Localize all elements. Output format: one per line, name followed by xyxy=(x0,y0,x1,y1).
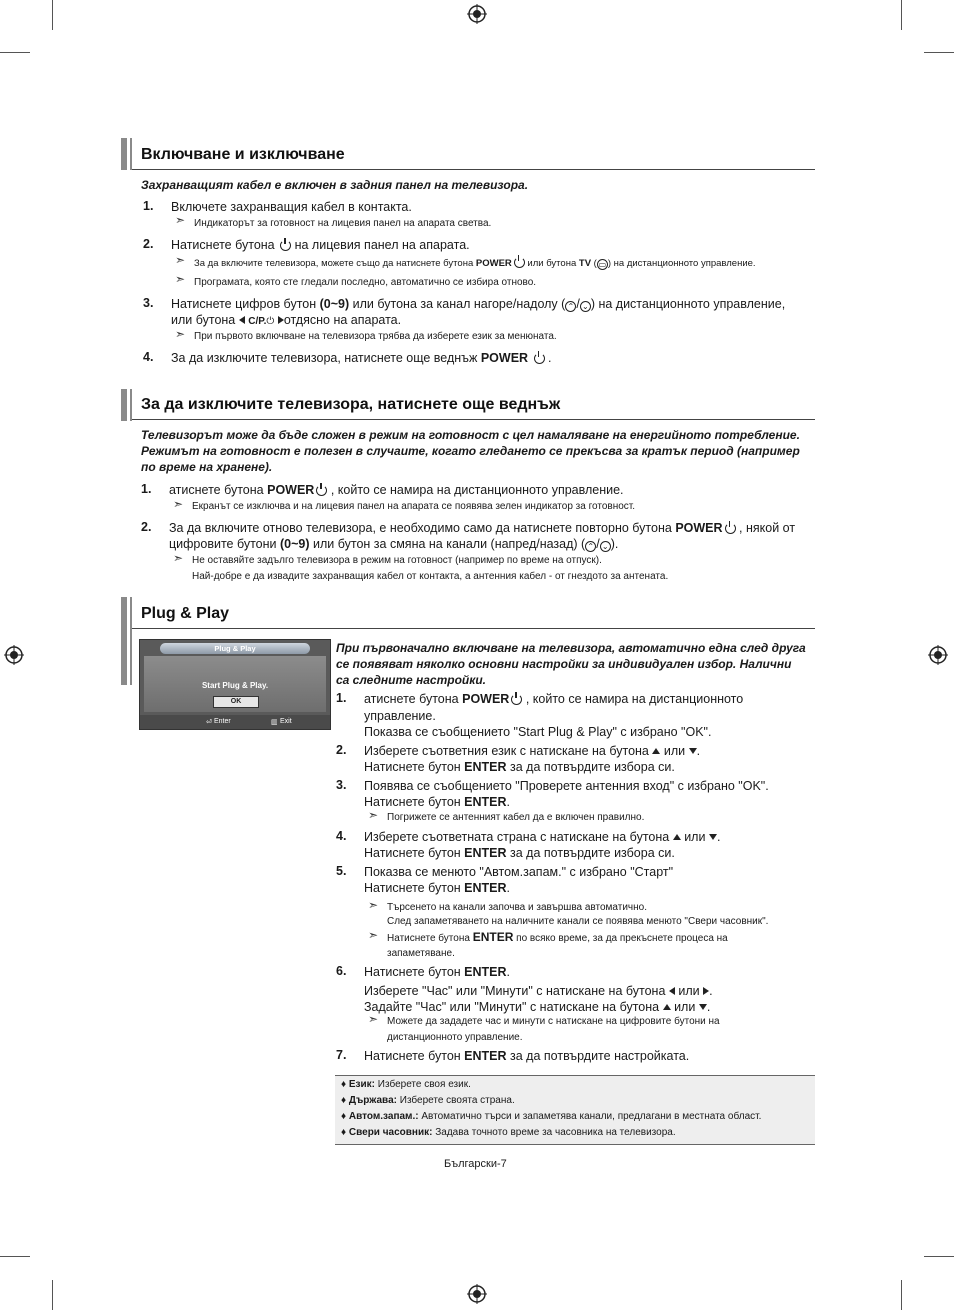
step-number: 3. xyxy=(336,778,347,792)
osd-title: Plug & Play xyxy=(160,643,310,654)
note-text: Натиснете бутона ENTER по всяко време, за да прекъснете процеса на xyxy=(387,930,728,944)
section-divider xyxy=(132,628,815,629)
step-text: Натиснете бутон ENTER. xyxy=(364,795,511,809)
page-number: Български-7 xyxy=(444,1158,507,1170)
step-text: или бутона C/P.⏻ отдясно на апарата. xyxy=(171,313,402,327)
arrow-up-icon xyxy=(673,834,681,840)
step-number: 1. xyxy=(141,482,152,496)
note-text: Екранът се изключва и на лицевия панел на апарата се появява зелен индикатор за готовност. xyxy=(192,501,636,512)
note-text: Най-добре е да извадите захранващия кабел от контакта, а антенния кабел - от гнездото за антената. xyxy=(192,571,669,582)
section-title: За да изключите телевизора, натиснете още веднъж xyxy=(141,396,561,413)
note-arrow-icon: ➣ xyxy=(173,551,184,565)
note-arrow-icon: ➣ xyxy=(175,253,186,267)
power-icon: ⏻ xyxy=(266,316,275,327)
note-arrow-icon: ➣ xyxy=(368,1012,379,1026)
tv-icon: ▭ xyxy=(598,260,607,269)
step-number: 5. xyxy=(336,864,347,878)
step-text xyxy=(171,237,470,253)
note-text: За да включите телевизора, можете също да натиснете бутона POWER или бутона TV ( ▭ ) на дистанционното управление. xyxy=(194,258,756,269)
bullet-icon: ♦ xyxy=(341,1111,347,1122)
note-arrow-icon: ➣ xyxy=(368,928,379,942)
step-text: Включете захранващия кабел в контакта. xyxy=(171,200,412,214)
note-text: Индикаторът за готовност на лицевия панел на апарата светва. xyxy=(194,218,492,229)
power-icon xyxy=(725,523,736,534)
section-intro: Захранващият кабел е включен в задния панел на телевизора. xyxy=(141,178,529,192)
note-text: Не оставяйте задълго телевизора в режим на готовност (например по време на отпуск). xyxy=(192,555,602,566)
step-text: Натиснете цифров бутон (0~9) или бутона за канал нагоре/надолу ( ⌃ / ⌄ ) на дистанционното управление, xyxy=(171,297,786,311)
summary-item: ♦ Държава: Изберете своята страна. xyxy=(341,1095,515,1106)
note-text: запаметяване. xyxy=(387,948,455,959)
crop-mark xyxy=(52,0,53,30)
channel-up-icon: ⌃ xyxy=(585,541,596,552)
power-icon xyxy=(280,240,291,251)
osd-body xyxy=(144,656,326,712)
step-text: Натиснете бутон ENTER за да потвърдите избора си. xyxy=(364,846,675,860)
registration-mark-icon xyxy=(928,645,948,665)
step-text: Натиснете бутон ENTER за да потвърдите настройката. xyxy=(364,1049,690,1063)
channel-down-icon: ⌄ xyxy=(580,301,591,312)
section-title: Plug & Play xyxy=(141,605,230,622)
section-title: Включване и изключване xyxy=(141,146,345,163)
section-divider xyxy=(132,169,815,170)
note-text: Можете да зададете час и минути с натискане на цифровите бутони на xyxy=(387,1016,720,1027)
section-bar xyxy=(121,597,132,685)
note-text: дистанционното управление. xyxy=(387,1032,523,1043)
step-number: 4. xyxy=(143,350,154,364)
bullet-icon: ♦ xyxy=(341,1079,347,1090)
step-text-a: Натиснете бутона xyxy=(171,238,275,252)
step-text: Натиснете бутон ENTER. xyxy=(364,965,511,979)
step-number: 2. xyxy=(141,520,152,534)
step-text: Появява се съобщението "Проверете антенния вход" с избрано "OK". xyxy=(364,779,769,793)
summary-item: ♦ Език: Изберете своя език. xyxy=(341,1079,471,1090)
step-text: Изберете съответния език с натискане на бутона или . xyxy=(364,744,701,758)
note-text: Търсенето на канали започва и завършва автоматично. xyxy=(387,902,647,913)
note-text: Програмата, която сте гледали последно, автоматично се избира отново. xyxy=(194,277,537,288)
power-icon xyxy=(514,257,525,268)
summary-item: ♦ Свери часовник: Задава точното време за часовника на телевизора. xyxy=(341,1127,676,1138)
step-number: 2. xyxy=(336,743,347,757)
arrow-down-icon xyxy=(689,748,697,754)
step-number: 2. xyxy=(143,237,154,251)
step-number: 3. xyxy=(143,296,154,310)
channel-down-icon: ⌄ xyxy=(600,541,611,552)
osd-footer xyxy=(140,715,330,729)
osd-screen xyxy=(139,639,331,730)
note-arrow-icon: ➣ xyxy=(175,213,186,227)
enter-icon: ⏎ xyxy=(206,719,212,726)
crop-mark xyxy=(0,52,30,53)
step-number: 1. xyxy=(143,199,154,213)
step-text: Показва се съобщението "Start Plug & Play" с избрано "OK". xyxy=(364,725,712,739)
crop-mark xyxy=(901,1280,902,1310)
summary-item: ♦ Автом.запам.: Автоматично търси и запаметява канали, предлагани в местната област. xyxy=(341,1111,762,1122)
crop-mark xyxy=(901,0,902,30)
section-intro: Телевизорът може да бъде сложен в режим на готовност с цел намаляване на енергийното потребление. Режимът на готовност е полезен в случаите, когато гледането се прекъсва за кратък период (например по време на хранене). xyxy=(141,428,800,474)
osd-ok-button[interactable]: OK xyxy=(213,696,259,708)
note-text: След запаметяването на наличните канали се появява менюто "Свери часовник". xyxy=(387,916,769,927)
step-text: цифровите бутони (0~9) или бутон за смяна на канали (напред/назад) ( ⌃ / ⌄ ). xyxy=(169,537,619,551)
note-arrow-icon: ➣ xyxy=(175,272,186,286)
arrow-down-icon xyxy=(699,1004,707,1010)
note-arrow-icon: ➣ xyxy=(368,898,379,912)
osd-enter-label: Enter xyxy=(214,718,231,725)
arrow-down-icon xyxy=(709,834,717,840)
step-text: Натиснете бутон ENTER за да потвърдите избора си. xyxy=(364,760,675,774)
arrow-up-icon xyxy=(652,748,660,754)
step-text: Изберете съответната страна с натискане на бутона или . xyxy=(364,830,721,844)
section-divider xyxy=(132,419,815,420)
note-text: При първото включване на телевизора трябва да изберете език за менюната. xyxy=(194,331,557,342)
step-text: Изберете "Час" или "Минути" с натискане на бутона или . xyxy=(364,984,713,998)
registration-mark-icon xyxy=(467,4,487,24)
osd-exit-label: Exit xyxy=(280,718,292,725)
power-icon xyxy=(534,353,545,364)
step-text: Задайте "Час" или "Минути" с натискане на бутона или . xyxy=(364,1000,711,1014)
step-text-b: на лицевия панел на апарата. xyxy=(294,238,470,252)
note-arrow-icon: ➣ xyxy=(175,327,186,341)
step-text: За да изключите телевизора, натиснете още веднъж POWER . xyxy=(171,351,552,365)
arrow-left-icon xyxy=(669,987,675,995)
crop-mark xyxy=(0,1256,30,1257)
registration-mark-icon xyxy=(4,645,24,665)
crop-mark xyxy=(924,1256,954,1257)
section-intro: При първоначално включване на телевизора, автоматично една след друга се появяват няколко основни настройки за индивидуален избор. Налични са следните настройки. xyxy=(336,641,806,687)
note-text: Погрижете се антенният кабел да е включен правилно. xyxy=(387,812,645,823)
step-text: атиснете бутона POWER , който се намира на дистанционното xyxy=(364,692,744,706)
step-text: За да включите отново телевизора, е необходимо само да натиснете повторно бутона POWER , някой от xyxy=(169,521,796,535)
step-number: 1. xyxy=(336,691,347,705)
chevron-left-icon xyxy=(239,316,245,324)
exit-icon: ▥ xyxy=(271,719,278,726)
arrow-up-icon xyxy=(663,1004,671,1010)
note-arrow-icon: ➣ xyxy=(368,808,379,822)
bullet-icon: ♦ xyxy=(341,1095,347,1106)
step-text: атиснете бутона POWER , който се намира на дистанционното управление. xyxy=(169,483,624,497)
summary-box xyxy=(335,1075,815,1145)
section-bar xyxy=(121,389,132,421)
note-arrow-icon: ➣ xyxy=(173,497,184,511)
power-icon xyxy=(511,694,522,705)
crop-mark xyxy=(52,1280,53,1310)
crop-mark xyxy=(924,52,954,53)
step-number: 7. xyxy=(336,1048,347,1062)
step-text: управление. xyxy=(364,709,436,723)
step-number: 6. xyxy=(336,964,347,978)
registration-mark-icon xyxy=(467,1284,487,1304)
step-number: 4. xyxy=(336,829,347,843)
step-text: Натиснете бутон ENTER. xyxy=(364,881,511,895)
bullet-icon: ♦ xyxy=(341,1127,347,1138)
step-text: Показва се менюто "Автом.запам." с избрано "Старт" xyxy=(364,865,674,879)
section-bar xyxy=(121,138,132,170)
channel-up-icon: ⌃ xyxy=(565,301,576,312)
osd-message: Start Plug & Play. xyxy=(201,681,269,690)
power-icon xyxy=(316,485,327,496)
